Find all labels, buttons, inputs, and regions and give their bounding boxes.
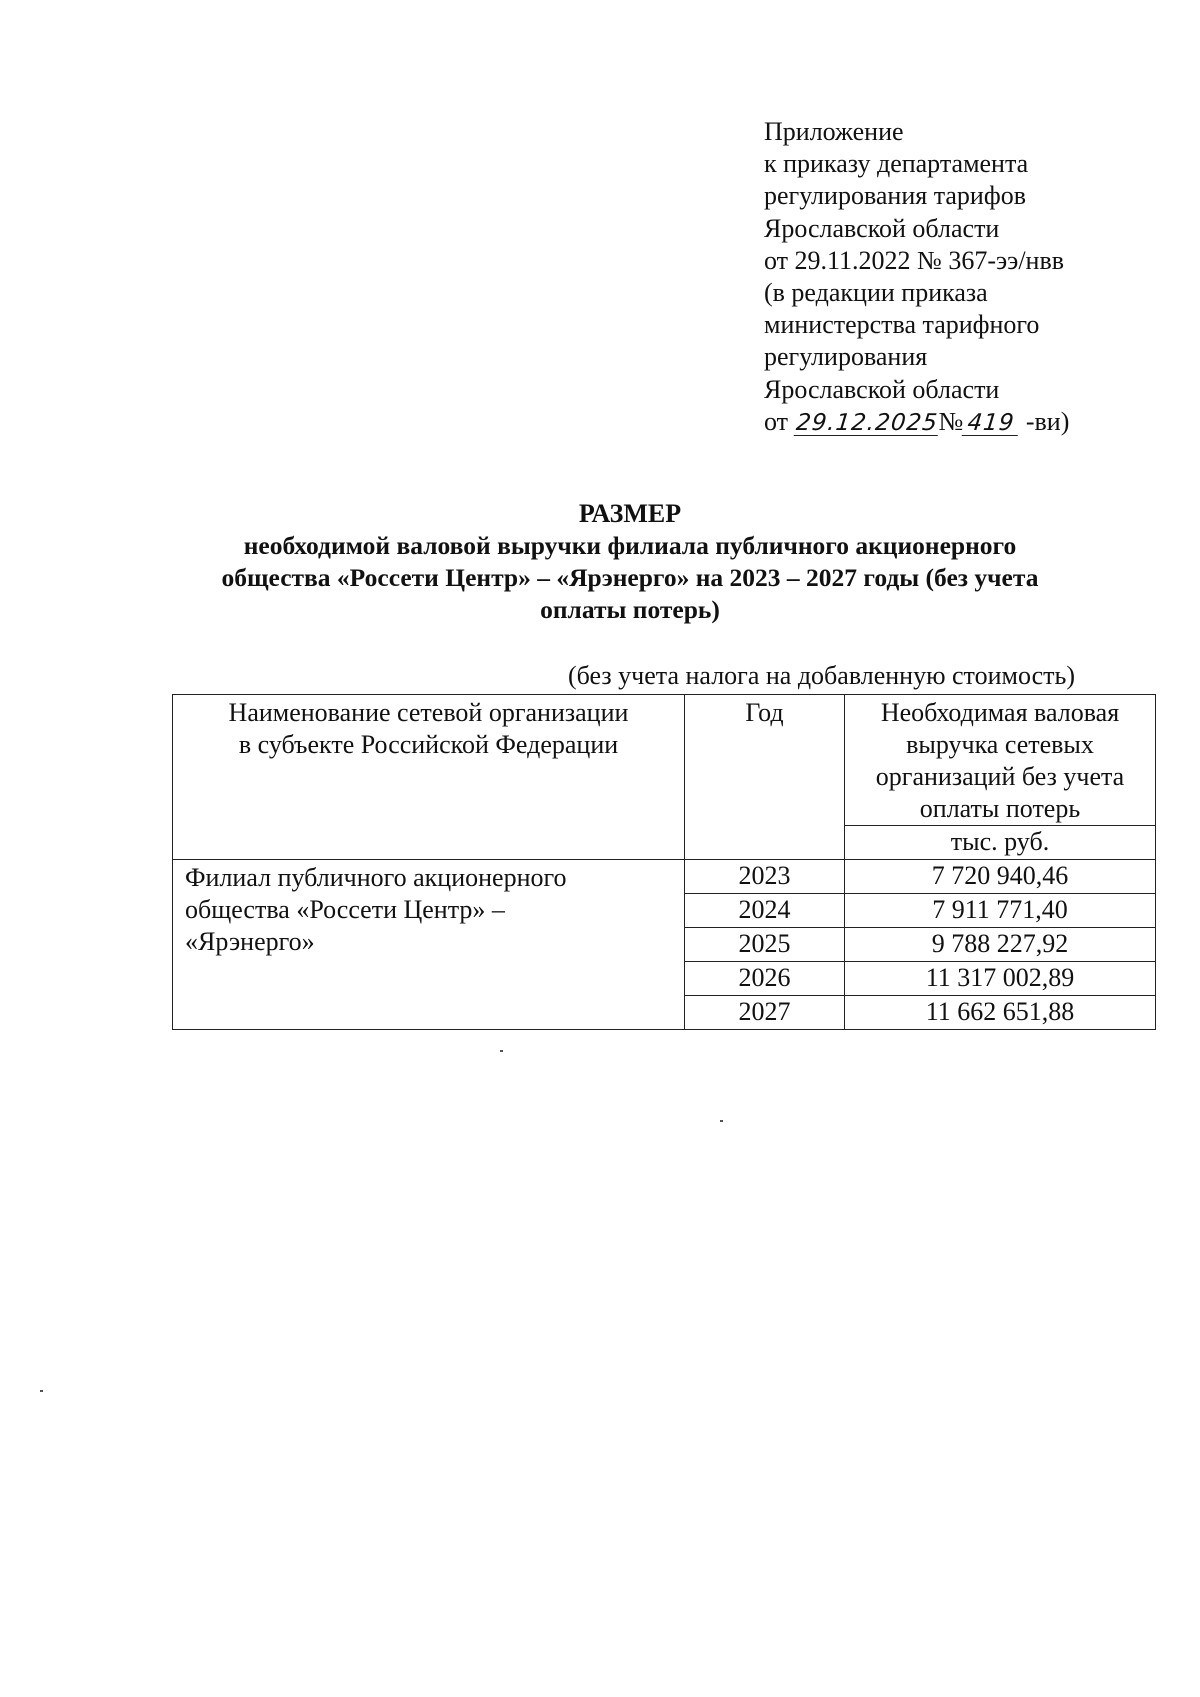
organization-line: Филиал публичного акционерного — [185, 863, 567, 892]
header-organization-name — [173, 695, 685, 860]
year-cell: 2027 — [685, 996, 845, 1030]
revenue-value-cell: 7 911 771,40 — [845, 894, 1156, 928]
appendix-line: Ярославской области — [764, 374, 1000, 404]
table-header-row — [173, 695, 1156, 826]
amendment-suffix: -ви) — [1025, 406, 1070, 436]
revenue-value-cell: 11 662 651,88 — [845, 996, 1156, 1030]
year-cell: 2024 — [685, 894, 845, 928]
header-line: организаций без учета — [875, 762, 1125, 791]
appendix-line: Ярославской области — [764, 213, 1000, 243]
appendix-line: Приложение — [764, 117, 904, 146]
header-year: Год — [685, 695, 845, 860]
appendix-amendment-line — [764, 406, 1144, 438]
scan-speck — [720, 1120, 723, 1122]
number-sign: № — [938, 406, 964, 436]
revenue-value-cell: 9 788 227,92 — [845, 928, 1156, 962]
scan-speck — [500, 1050, 503, 1052]
header-line: в субъекте Российской Федерации — [238, 730, 619, 759]
appendix-line: регулирования тарифов — [764, 181, 1026, 211]
header-unit: тыс. руб. — [845, 826, 1156, 860]
revenue-value-cell: 11 317 002,89 — [845, 962, 1156, 996]
appendix-line: (в редакции приказа — [764, 278, 988, 308]
handwritten-date: 29.12.2025 — [794, 409, 939, 436]
header-line: оплаты потерь — [919, 794, 1081, 823]
header-required-revenue — [845, 695, 1156, 826]
amendment-prefix: от — [764, 406, 789, 436]
year-cell: 2026 — [685, 962, 845, 996]
revenue-value-cell: 7 720 940,46 — [845, 860, 1156, 894]
organization-line: общества «Россети Центр» – — [185, 895, 505, 924]
handwritten-number: 419 — [962, 411, 1021, 436]
organization-name-cell — [173, 860, 685, 1030]
title-line: общества «Россети Центр» – «Ярэнерго» на 2023 – 2027 годы (без учета — [221, 563, 1039, 592]
year-cell: 2025 — [685, 928, 845, 962]
appendix-line: министерства тарифного — [764, 310, 1040, 340]
appendix-line: от 29.11.2022 № 367-ээ/нвв — [764, 245, 1065, 275]
header-line: Необходимая валовая — [880, 698, 1120, 727]
appendix-line: к приказу департамента — [764, 149, 1029, 179]
appendix-block — [764, 116, 1144, 438]
table-row — [173, 860, 1156, 894]
year-cell: 2023 — [685, 860, 845, 894]
organization-line: «Ярэнерго» — [185, 927, 315, 956]
title-line: необходимой валовой выручки филиала публичного акционерного — [243, 531, 1017, 560]
appendix-line: регулирования — [764, 342, 928, 372]
title-line: оплаты потерь) — [540, 595, 720, 624]
header-line: выручка сетевых — [906, 730, 1094, 759]
scan-speck — [40, 1390, 43, 1392]
revenue-table — [172, 694, 1156, 1030]
document-title — [150, 498, 1110, 626]
header-line: Наименование сетевой организации — [228, 698, 629, 727]
vat-note: (без учета налога на добавленную стоимость) — [568, 661, 1076, 690]
title-heading: РАЗМЕР — [578, 499, 682, 528]
